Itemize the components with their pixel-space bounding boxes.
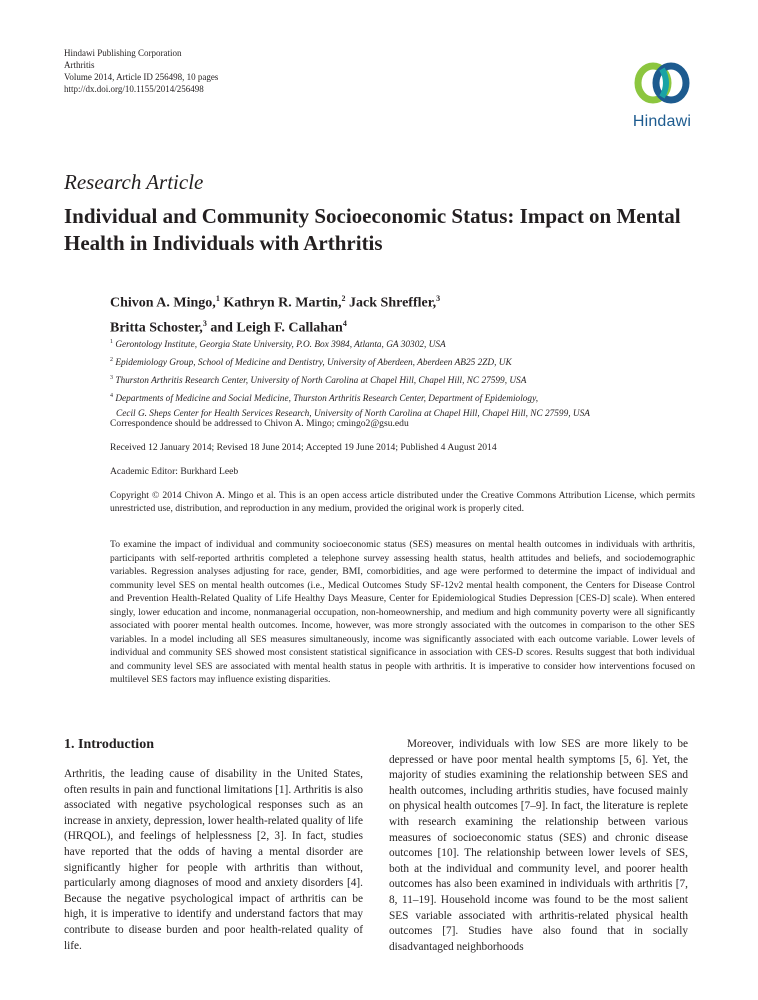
- abstract: To examine the impact of individual and community socioeconomic status (SES) measures on mental health outcomes in individuals with arthritis, participants with self-reported arthritis completed a telephone survey assessing health status, health attitudes and beliefs, and sociodemographic variables. Regression analyses adjusting for race, gender, BMI, comorbidities, and age were performed to determine the impact of individual and community level SES on mental health outcomes (i.e., Medical Outcomes Study SF-12v2 mental health component, the Centers for Disease Control and Prevention Health-Related Quality of Life Healthy Days Measure, Center for Epidemiological Studies Depression [CES-D] scale). When entered singly, lower education and income, nonmanagerial occupation, non-homeownership, and medium and high community poverty were all significantly associated with poorer mental health outcomes. Income, however, was more strongly associated with the outcomes in comparison to the other SES variables. In a model including all SES measures simultaneously, income was significantly associated with each outcome variable. Lower levels of individual and community SES showed most consistent statistical significance in association with CES-D scores. Results suggest that both individual and community level SES are associated with mental health status in people with arthritis. It is imperative to consider how interventions focused on multilevel SES factors may influence existing disparities.: [110, 539, 695, 685]
- hindawi-logo: [626, 60, 698, 132]
- author-name: Chivon A. Mingo,: [110, 295, 216, 311]
- affiliation-continuation: Cecil G. Sheps Center for Health Services Research, University of North Carolina at Chapel Hill, Chapel Hill, NC 27599, USA: [116, 409, 590, 420]
- article-type: Research Article: [64, 170, 204, 194]
- publisher-name: Hindawi Publishing Corporation: [64, 48, 182, 58]
- doi-link[interactable]: http://dx.doi.org/10.1155/2014/256498: [64, 84, 204, 94]
- author-name: Britta Schoster,: [110, 320, 203, 336]
- affiliation-item: [110, 371, 710, 389]
- author-conjunction: and: [210, 320, 233, 336]
- affiliation-text: Gerontology Institute, Georgia State University, P.O. Box 3984, Atlanta, GA 30302, USA: [115, 340, 446, 351]
- affiliation-text: Thurston Arthritis Research Center, University of North Carolina at Chapel Hill, Chapel Hill, NC 27599, USA: [115, 376, 527, 387]
- journal-name: Arthritis: [64, 60, 95, 70]
- volume-info: Volume 2014, Article ID 256498, 10 pages: [64, 72, 219, 82]
- affiliation-text: Epidemiology Group, School of Medicine and Dentistry, University of Aberdeen, Aberdeen AB25 2ZD, UK: [115, 358, 512, 369]
- author-name: Kathryn R. Martin,: [223, 295, 342, 311]
- affiliation-item: [110, 389, 710, 407]
- article-title: Individual and Community Socioeconomic Status: Impact on Mental Health in Individuals with Arthritis: [64, 204, 681, 255]
- body-paragraph: Moreover, individuals with low SES are more likely to be depressed or have poor mental health symptoms [5, 6]. Yet, the majority of studies examining the relationship between SES and health outcomes, including arthritis studies, have focused mainly on physical health outcomes [7–9]. In fact, the literature is replete with research examining the relationship between various measures of socioeconomic status (SES) and chronic disease outcomes [10]. The relationship between lower levels of SES, both at the individual and community level, and poorer health outcomes has also been examined in individuals with arthritis [7, 8, 11–19]. Household income was found to be the most salient SES variable associated with arthritis-related physical health outcomes [7]. Studies have also found that in socially disadvantaged neighborhoods: [389, 738, 688, 953]
- author-affil-sup: 2: [341, 294, 346, 303]
- author-list: [110, 289, 670, 338]
- body-column-right: [389, 737, 688, 955]
- author-name: Jack Shreffler,: [349, 295, 437, 311]
- affiliation-item: [110, 335, 710, 353]
- affiliation-number: 3: [110, 375, 113, 382]
- body-column-left: [64, 737, 363, 954]
- author-affil-sup: 3: [436, 294, 441, 303]
- correspondence: Correspondence should be addressed to Chivon A. Mingo; cmingo2@gsu.edu: [110, 418, 409, 429]
- author-affil-sup: 1: [215, 294, 220, 303]
- publication-dates: Received 12 January 2014; Revised 18 June 2014; Accepted 19 June 2014; Published 4 August 2014: [110, 442, 497, 453]
- affiliation-item: [110, 353, 710, 371]
- academic-editor: Academic Editor: Burkhard Leeb: [110, 466, 239, 477]
- affiliation-number: 2: [110, 357, 113, 364]
- copyright-notice: Copyright © 2014 Chivon A. Mingo et al. This is an open access article distributed under the Creative Commons Attribution License, which permits unrestricted use, distribution, and reproduction in any medium, provided the original work is properly cited.: [110, 490, 695, 514]
- body-paragraph: Arthritis, the leading cause of disability in the United States, often results in pain and functional limitations [1]. Arthritis is also associated with negative psychological responses such as an increase in anxiety, depression, lower health-related quality of life (HRQOL), and feelings of helplessness [2, 3]. In fact, studies have reported that the odds of having a mental disorder are significantly higher for people with arthritis than without, particularly among diagnoses of mood and anxiety disorders [4]. Because the negative psychological impact of arthritis can be high, it is imperative to identify and understand factors that may contribute to disease burden and poor health-related quality of life.: [64, 768, 364, 952]
- affiliation-text: Departments of Medicine and Social Medicine, Thurston Arthritis Research Center, Department of Epidemiology,: [115, 394, 539, 405]
- section-heading: 1. Introduction: [64, 737, 154, 752]
- affiliation-number: 1: [110, 339, 113, 345]
- journal-info: [64, 47, 218, 95]
- logo-wordmark: Hindawi: [632, 113, 692, 130]
- hindawi-logo-icon: [632, 60, 692, 108]
- affiliation-number: 4: [110, 393, 113, 400]
- author-name: Leigh F. Callahan: [236, 320, 343, 336]
- author-affil-sup: 3: [202, 318, 207, 328]
- affiliation-list: [110, 335, 710, 422]
- author-affil-sup: 4: [342, 318, 347, 328]
